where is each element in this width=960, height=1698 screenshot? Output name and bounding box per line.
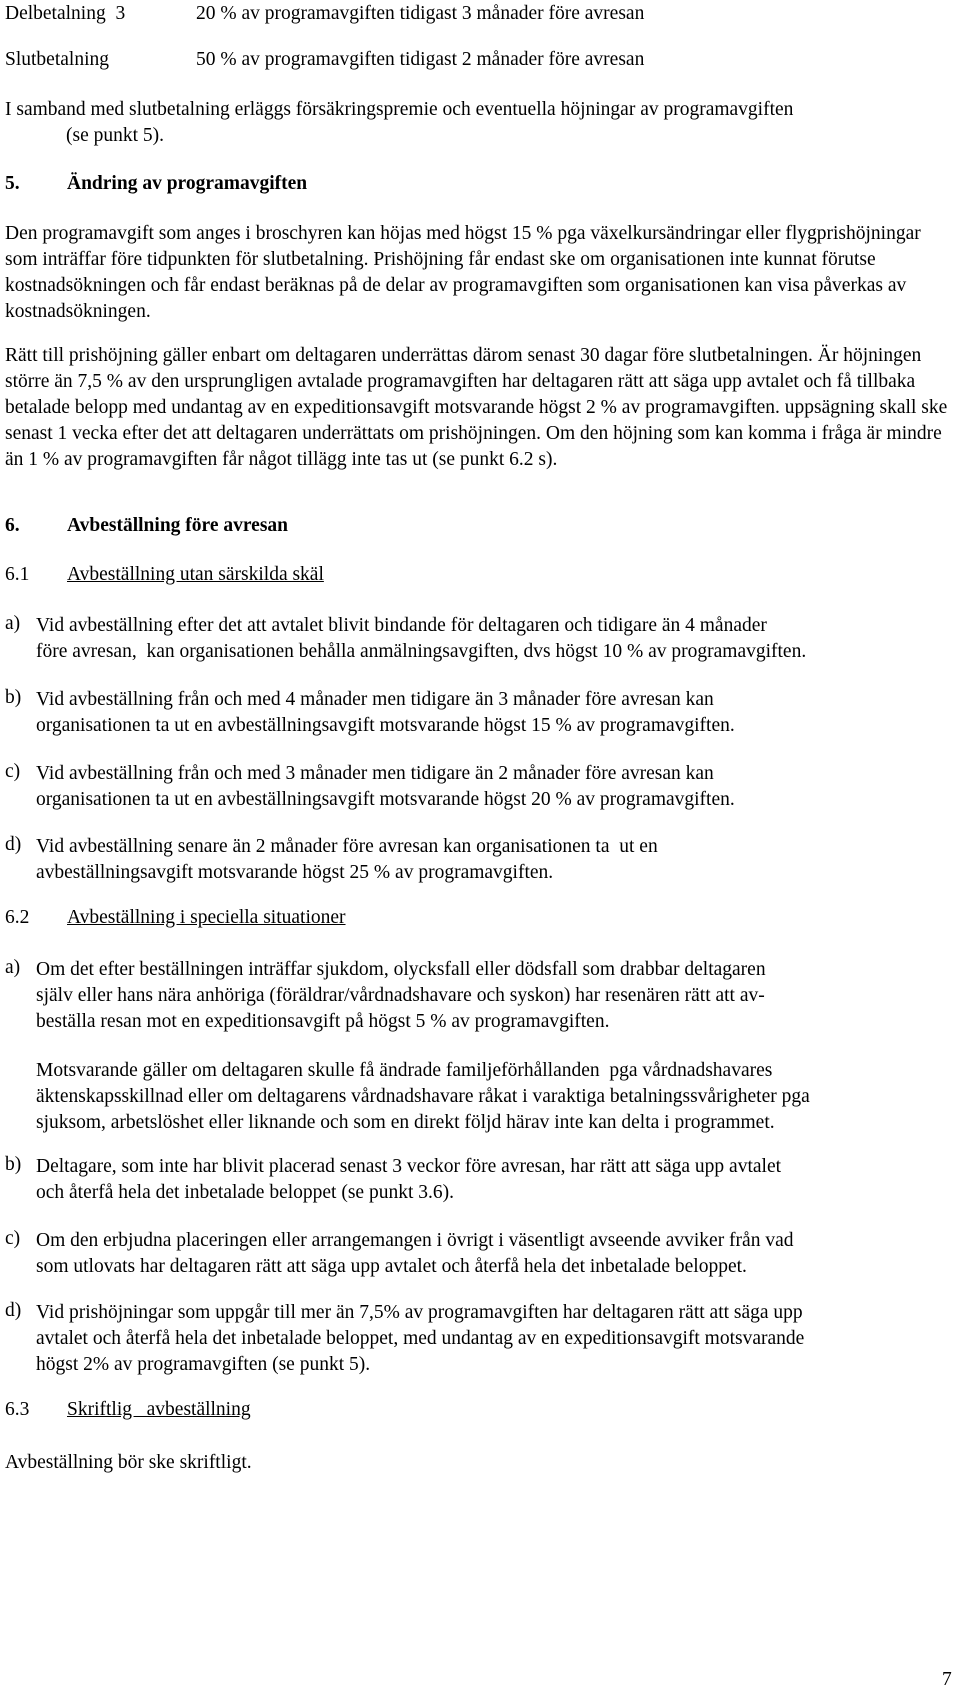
list-line: Deltagare, som inte har blivit placerad senast 3 veckor före avresan, har rätt att säga upp avtalet	[36, 1156, 782, 1177]
list-item	[0, 957, 960, 1137]
list-item	[0, 1154, 960, 1206]
subsection-number: 6.1	[5, 564, 30, 585]
list-line: Om den erbjudna placeringen eller arrangemangen i övrigt i väsentligt avseende avviker från vad	[36, 1230, 794, 1251]
section-5-paragraph: Den programavgift som anges i broschyren kan höjas med högst 15 % pga växelkursändringar eller flygprishöjningar som inträffar före tidpunkten för slutbetalning. Prishöjning får endast ske om organisationen inte kunnat förutse kostnadsökningen och får endast beräknas på de delar av programavgiften som organisationen kan visa påverkas av kostnadsökningen.	[5, 223, 921, 322]
section-5-heading	[0, 173, 960, 199]
payment-label: Delbetalning 3	[5, 3, 126, 24]
list-line: beställa resan mot en expeditionsavgift på högst 5 % av programavgiften.	[36, 1011, 610, 1032]
list-line: högst 2% av programavgiften (se punkt 5).	[36, 1354, 371, 1375]
intro-line: I samband med slutbetalning erläggs försäkringspremie och eventuella höjningar av programavgiften	[5, 99, 794, 120]
subsection-6-1-heading	[0, 564, 960, 590]
subsection-number: 6.2	[5, 907, 30, 928]
subsection-title: Avbeställning utan särskilda skäl	[67, 564, 324, 585]
list-line: organisationen ta ut en avbeställningsavgift motsvarande högst 20 % av programavgiften.	[36, 789, 735, 810]
section-number: 5.	[5, 173, 20, 194]
intro-line: (se punkt 5).	[66, 125, 165, 146]
list-item	[0, 834, 960, 886]
subsection-title: Skriftlig avbeställning	[67, 1399, 251, 1420]
list-label: b)	[5, 687, 22, 708]
list-label: c)	[5, 761, 21, 782]
section-title: Avbeställning före avresan	[67, 515, 289, 536]
list-line: Vid avbeställning efter det att avtalet blivit bindande för deltagaren och tidigare än 4 månader	[36, 615, 767, 636]
list-label: c)	[5, 1228, 21, 1249]
list-line: som utlovats har deltagaren rätt att säga upp avtalet och återfå hela det inbetalade beloppet.	[36, 1256, 747, 1277]
subsection-6-2-heading	[0, 907, 960, 933]
list-item	[0, 1300, 960, 1378]
list-line: Vid prishöjningar som uppgår till mer än 7,5% av programavgiften har deltagaren rätt att säga upp	[36, 1302, 803, 1323]
list-line: Vid avbeställning från och med 4 månader men tidigare än 3 månader före avresan kan	[36, 689, 714, 710]
subsection-title: Avbeställning i speciella situationer	[67, 907, 346, 928]
list-label: b)	[5, 1154, 22, 1175]
list-label: d)	[5, 1300, 22, 1321]
list-label: a)	[5, 957, 21, 978]
payment-row	[0, 3, 960, 29]
list-line: Vid avbeställning senare än 2 månader före avresan kan organisationen ta ut en	[36, 836, 658, 857]
subsection-6-3-heading	[0, 1399, 960, 1425]
list-line: före avresan, kan organisationen behålla anmälningsavgiften, dvs högst 10 % av programavgiften.	[36, 641, 807, 662]
list-line: och återfå hela det inbetalade beloppet (se punkt 3.6).	[36, 1182, 454, 1203]
section-6-heading	[0, 515, 960, 541]
subsection-number: 6.3	[5, 1399, 30, 1420]
payment-label: Slutbetalning	[5, 49, 109, 70]
list-line: äktenskapsskillnad eller om deltagarens vårdnadshavare råkat i varaktiga betalningssvårigheter pga	[36, 1086, 810, 1107]
list-line: avtalet och återfå hela det inbetalade beloppet, med undantag av en expeditionsavgift motsvarande	[36, 1328, 805, 1349]
payment-text: 20 % av programavgiften tidigast 3 månader före avresan	[196, 3, 645, 24]
list-item	[0, 613, 960, 665]
list-label: d)	[5, 834, 22, 855]
list-item	[0, 761, 960, 813]
page-number: 7	[942, 1669, 952, 1690]
list-line: sjuksom, arbetslöshet eller liknande och som en direkt följd härav inte kan delta i programmet.	[36, 1112, 775, 1133]
section-5-paragraph: Rätt till prishöjning gäller enbart om deltagaren underrättas därom senast 30 dagar före slutbetalningen. Är höjningen större än 7,5 % av den ursprungligen avtalade programavgiften har deltagaren rätt att säga upp avtalet och få tillbaka betalade belopp med undantag av en expeditionsavgift motsvarande högst 2 % av programavgiften. uppsägning skall ske senast 1 vecka efter det att deltagaren underrättats om prishöjningen. Om den höjning som kan komma i fråga är mindre än 1 % av programavgiften får något tillägg inte tas ut (se punkt 6.2 s).	[5, 345, 948, 470]
list-line: Om det efter beställningen inträffar sjukdom, olycksfall eller dödsfall som drabbar deltagaren	[36, 959, 766, 980]
subsection-text: Avbeställning bör ske skriftligt.	[5, 1452, 252, 1473]
list-line: organisationen ta ut en avbeställningsavgift motsvarande högst 15 % av programavgiften.	[36, 715, 735, 736]
list-label: a)	[5, 613, 21, 634]
list-line: själv eller hans nära anhöriga (föräldrar/vårdnadshavare och syskon) har resenären rätt att av-	[36, 985, 765, 1006]
list-line: Vid avbeställning från och med 3 månader men tidigare än 2 månader före avresan kan	[36, 763, 714, 784]
list-item	[0, 687, 960, 739]
list-item	[0, 1228, 960, 1280]
payment-text: 50 % av programavgiften tidigast 2 månader före avresan	[196, 49, 645, 70]
list-line: Motsvarande gäller om deltagaren skulle få ändrade familjeförhållanden pga vårdnadshavares	[36, 1060, 773, 1081]
payment-row	[0, 49, 960, 75]
list-line: avbeställningsavgift motsvarande högst 25 % av programavgiften.	[36, 862, 554, 883]
section-title: Ändring av programavgiften	[67, 173, 308, 194]
section-number: 6.	[5, 515, 20, 536]
